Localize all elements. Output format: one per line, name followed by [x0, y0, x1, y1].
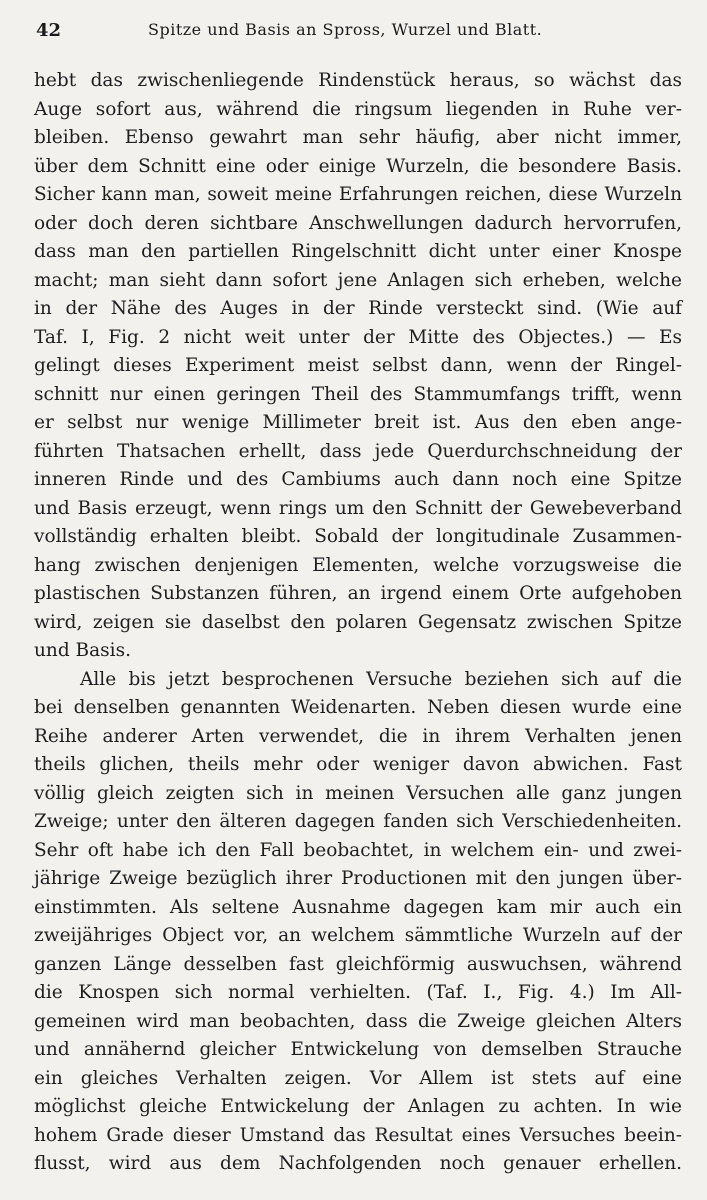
text-line: die Knospen sich normal verhielten. (Taf. I., Fig. 4.) Im All- [34, 982, 682, 1003]
text-line: bei denselben genannten Weidenarten. Neben diesen wurde eine [34, 697, 682, 718]
text-line: hang zwischen denjenigen Elementen, welche vorzugsweise die [34, 554, 682, 576]
text-line: Reihe anderer Arten verwendet, die in ihrem Verhalten jenen [34, 725, 682, 747]
text-line: dass man den partiellen Ringelschnitt dicht unter einer Knospe [34, 241, 682, 262]
text-line: gelingt dieses Experiment meist selbst dann, wenn der Ringel- [34, 355, 682, 376]
text-line: völlig gleich zeigten sich in meinen Versuchen alle ganz jungen [34, 782, 682, 804]
text-line: oder doch deren sichtbare Anschwellungen dadurch hervorrufen, [34, 212, 682, 234]
text-line: Taf. I, Fig. 2 nicht weit unter der Mitte des Objectes.) — Es [34, 326, 682, 348]
text-line: zweijähriges Object vor, an welchem sämmtliche Wurzeln auf der [34, 925, 682, 946]
text-line: macht; man sieht dann sofort jene Anlagen sich erheben, welche [34, 269, 682, 291]
text-line: theils glichen, theils mehr oder weniger davon abwichen. Fast [34, 754, 682, 775]
page-header [36, 20, 676, 50]
text-line: er selbst nur wenige Millimeter breit ist. Aus den eben ange- [34, 412, 682, 433]
text-line: und Basis. [34, 640, 131, 661]
text-line: Zweige; unter den älteren dagegen fanden sich Verschiedenheiten. [34, 811, 682, 832]
text-line: ganzen Länge desselben fast gleichförmig auswuchsen, während [34, 953, 682, 975]
text-line: hebt das zwischenliegende Rindenstück heraus, so wächst das [34, 70, 682, 91]
text-line: Sehr oft habe ich den Fall beobachtet, in welchem ein- und zwei- [34, 839, 682, 861]
text-line: und Basis erzeugt, wenn rings um den Schnitt der Gewebeverband [34, 497, 682, 519]
text-line: flusst, wird aus dem Nachfolgenden noch genauer erhellen. [34, 1153, 682, 1174]
paragraph-first-line: Alle bis jetzt besprochenen Versuche beziehen sich auf die [80, 668, 682, 690]
text-line: jährige Zweige bezüglich ihrer Productionen mit den jungen über- [34, 868, 682, 889]
text-line: schnitt nur einen geringen Theil des Stammumfangs trifft, wenn [34, 383, 682, 405]
text-line: Auge sofort aus, während die ringsum liegenden in Ruhe ver- [34, 98, 682, 120]
text-line: in der Nähe des Auges in der Rinde versteckt sind. (Wie auf [34, 298, 682, 319]
body-text [34, 66, 682, 1194]
text-line: plastischen Substanzen führen, an irgend einem Orte aufgehoben [34, 583, 682, 604]
text-line: ein gleiches Verhalten zeigen. Vor Allem ist stets auf eine [34, 1067, 682, 1089]
page-number: 42 [36, 20, 62, 41]
text-line: und annähernd gleicher Entwickelung von demselben Strauche [34, 1039, 682, 1060]
running-head: Spitze und Basis an Spross, Wurzel und Blatt. [148, 20, 543, 39]
text-line: über dem Schnitt eine oder einige Wurzeln, die besondere Basis. [34, 155, 682, 177]
text-line: vollständig erhalten bleibt. Sobald der longitudinale Zusammen- [34, 526, 682, 547]
text-line: bleiben. Ebenso gewahrt man sehr häufig, aber nicht immer, [34, 127, 682, 148]
text-line: hohem Grade dieser Umstand das Resultat eines Versuches beein- [34, 1124, 682, 1146]
text-line: Sicher kann man, soweit meine Erfahrungen reichen, diese Wurzeln [34, 184, 682, 205]
text-line: führten Thatsachen erhellt, dass jede Querdurchschneidung der [34, 440, 682, 462]
text-line: inneren Rinde und des Cambiums auch dann noch eine Spitze [34, 469, 682, 490]
text-line: einstimmten. Als seltene Ausnahme dagegen kam mir auch ein [34, 896, 682, 918]
text-line: möglichst gleiche Entwickelung der Anlagen zu achten. In wie [34, 1096, 682, 1117]
text-line: wird, zeigen sie daselbst den polaren Gegensatz zwischen Spitze [34, 611, 682, 633]
text-line: gemeinen wird man beobachten, dass die Zweige gleichen Alters [34, 1010, 682, 1032]
